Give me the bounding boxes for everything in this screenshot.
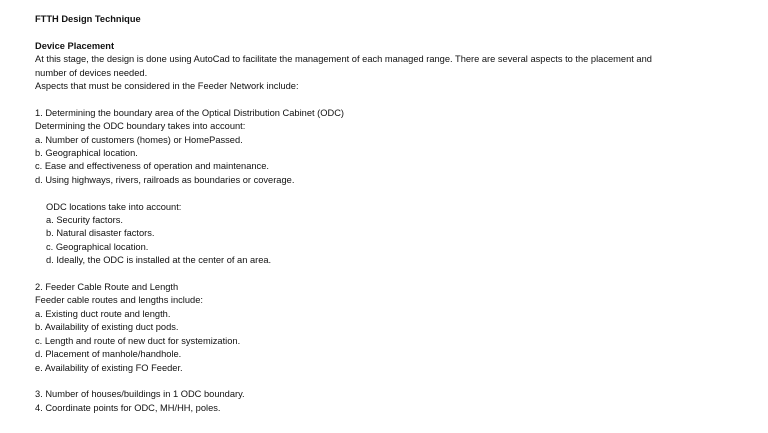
odc-location-point: a. Security factors. [46,215,123,226]
item-1-lead: Determining the ODC boundary takes into account: [35,121,246,132]
spacer [35,268,755,281]
item-2-point: e. Availability of existing FO Feeder. [35,362,183,373]
item-1-point: b. Geographical location. [35,148,138,159]
spacer [35,26,755,39]
intro-text-line: number of devices needed. [35,67,148,78]
item-2-point: a. Existing duct route and length. [35,308,171,319]
document-title: FTTH Design Technique [35,14,141,24]
spacer [35,187,755,200]
item-2-point: c. Length and route of new duct for systemization. [35,335,241,346]
item-4: 4. Coordinate points for ODC, MH/HH, poles. [35,402,221,413]
item-3: 3. Number of houses/buildings in 1 ODC boundary. [35,389,245,400]
intro-text-line: Aspects that must be considered in the Feeder Network include: [35,81,299,92]
item-1-heading: 1. Determining the boundary area of the Optical Distribution Cabinet (ODC) [35,107,345,118]
odc-location-point: b. Natural disaster factors. [46,228,155,239]
odc-location-lead: ODC locations take into account: [46,201,182,212]
section-heading: Device Placement [35,40,115,51]
item-2-lead: Feeder cable routes and lengths include: [35,295,203,306]
odc-location-point: d. Ideally, the ODC is installed at the center of an area. [46,255,272,266]
item-2-point: b. Availability of existing duct pods. [35,322,179,333]
spacer [35,93,755,106]
item-1-point: d. Using highways, rivers, railroads as boundaries or coverage. [35,174,295,185]
item-2-heading: 2. Feeder Cable Route and Length [35,282,179,293]
item-1-point: a. Number of customers (homes) or HomePassed. [35,134,243,145]
document-body [35,13,755,415]
item-1-point: c. Ease and effectiveness of operation and maintenance. [35,161,269,172]
intro-text-line: At this stage, the design is done using AutoCad to facilitate the management of each managed range. There are several aspects to the placement and [35,54,652,65]
item-2-point: d. Placement of manhole/handhole. [35,349,182,360]
spacer [35,375,755,388]
odc-location-point: c. Geographical location. [46,241,149,252]
